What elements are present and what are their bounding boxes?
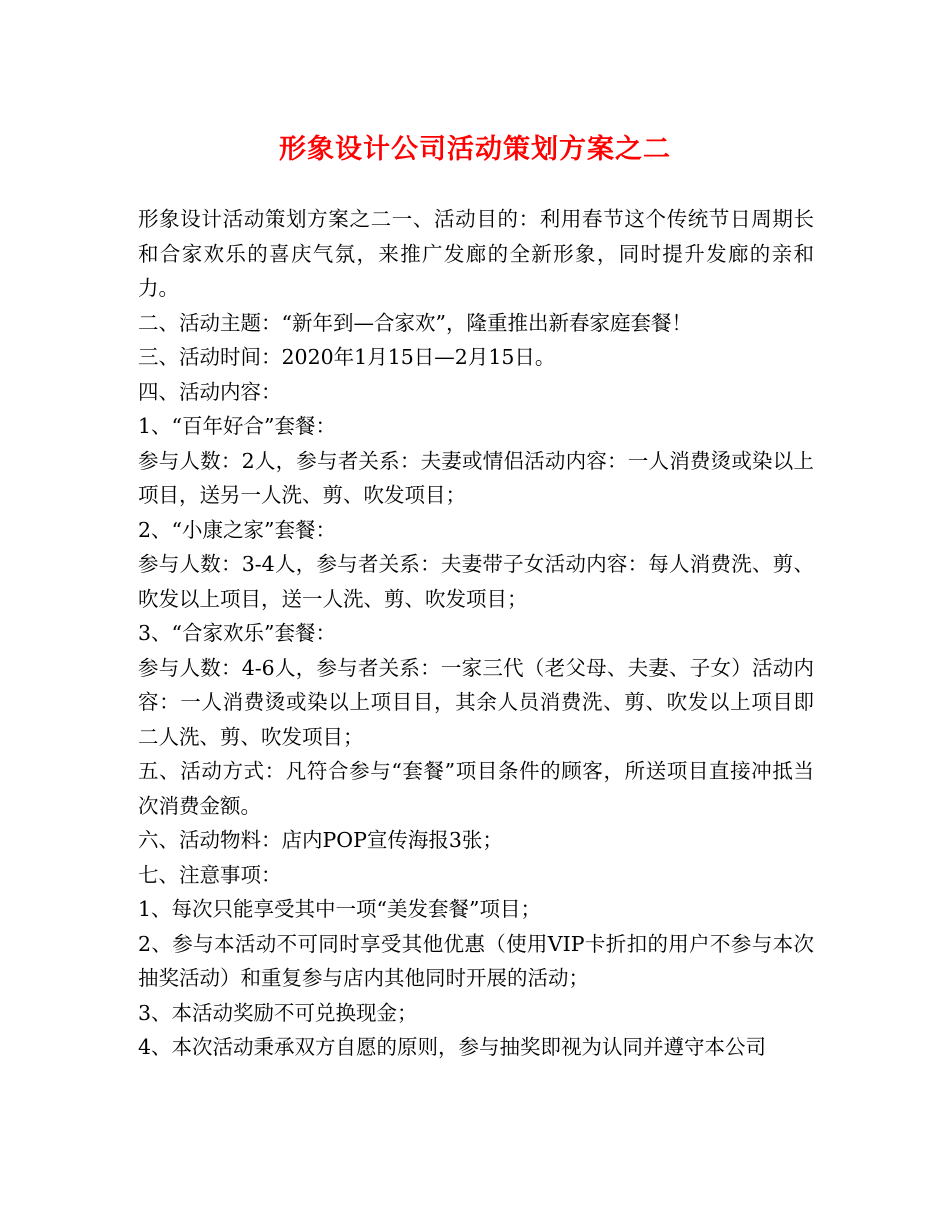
paragraph-note-2: 2、参与本活动不可同时享受其他优惠（使用VIP卡折扣的用户不参与本次抽奖活动）和重复参与店内其他同时开展的活动；	[138, 931, 814, 990]
paragraph-package-1-detail: 参与人数：2人，参与者关系：夫妻或情侣活动内容：一人消费烫或染以上项目，送另一人洗、剪、吹发项目；	[138, 448, 814, 507]
paragraph-note-1: 1、每次只能享受其中一项“美发套餐”项目；	[138, 897, 542, 921]
paragraph-theme: 二、活动主题：“新年到—合家欢”，隆重推出新春家庭套餐！	[138, 310, 692, 335]
paragraph-purpose: 形象设计活动策划方案之二一、活动目的：利用春节这个传统节日周期长和合家欢乐的喜庆气氛，来推广发廊的全新形象，同时提升发廊的亲和力。	[138, 207, 814, 300]
paragraph-note-4: 4、本次活动秉承双方自愿的原则，参与抽奖即视为认同并遵守本公司	[138, 1035, 767, 1059]
paragraph-materials: 六、活动物料：店内POP宣传海报3张；	[138, 828, 503, 852]
document-body	[138, 202, 814, 1065]
paragraph-package-3-heading: 3、“合家欢乐”套餐：	[138, 621, 337, 645]
paragraph-package-1-heading: 1、“百年好合”套餐：	[138, 414, 337, 438]
document-title: 形象设计公司活动策划方案之二	[279, 134, 671, 165]
paragraph-notes-heading: 七、注意事项：	[138, 862, 282, 887]
paragraph-content-heading: 四、活动内容：	[138, 379, 282, 404]
paragraph-package-2-detail: 参与人数：3-4人，参与者关系：夫妻带子女活动内容：每人消费洗、剪、吹发以上项目，送一人洗、剪、吹发项目；	[138, 552, 814, 611]
paragraph-package-3-detail: 参与人数：4-6人，参与者关系：一家三代（老父母、夫妻、子女）活动内容：一人消费烫或染以上项目目，其余人员消费洗、剪、吹发以上项目即二人洗、剪、吹发项目；	[138, 655, 814, 749]
paragraph-time: 三、活动时间：2020年1月15日—2月15日。	[138, 345, 556, 369]
paragraph-note-3: 3、本活动奖励不可兑换现金；	[138, 1000, 418, 1025]
paragraph-method: 五、活动方式：凡符合参与“套餐”项目条件的顾客，所送项目直接冲抵当次消费金额。	[138, 759, 814, 818]
paragraph-package-2-heading: 2、“小康之家”套餐：	[138, 517, 337, 542]
